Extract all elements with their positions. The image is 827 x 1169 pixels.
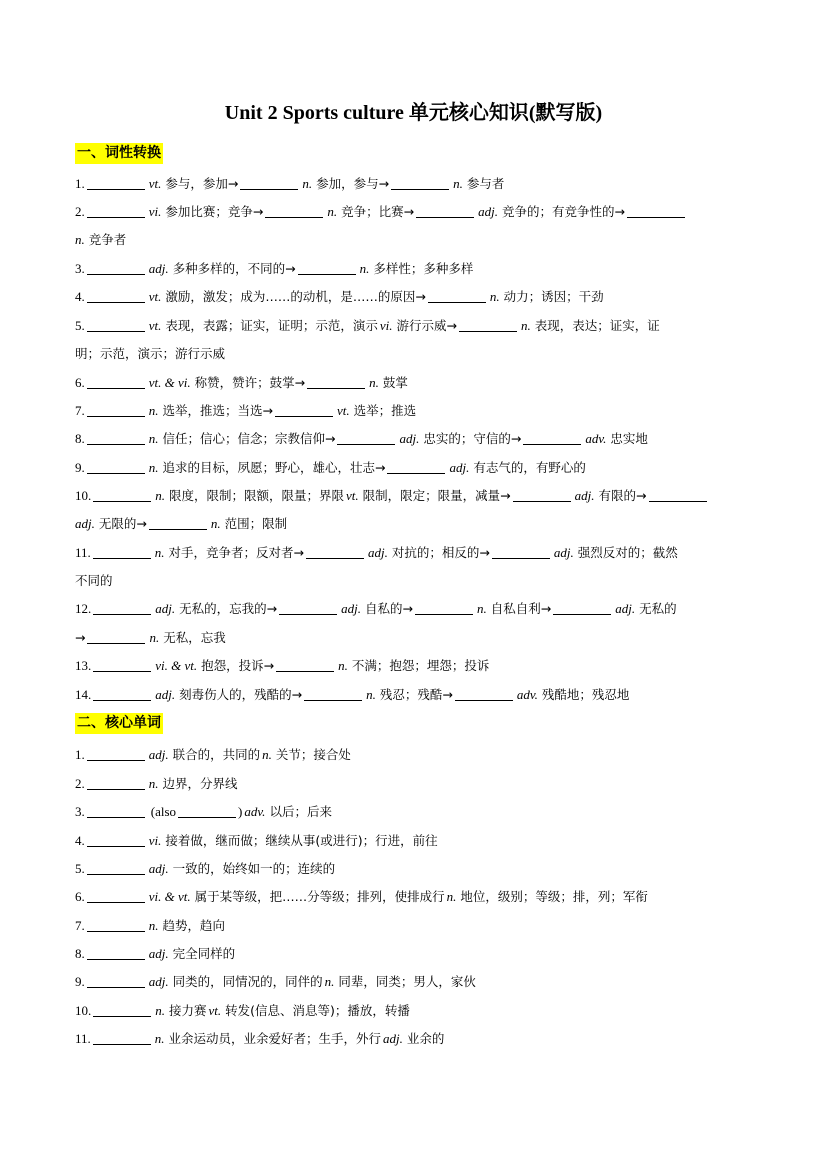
exercise-line: 11. n. 业余运动员，业余爱好者；生手，外行 adj. 业余的 [75, 1031, 445, 1046]
answer-blank[interactable] [87, 376, 145, 389]
exercise-line: 8. n. 信任；信心；信念；宗教信仰→ adj. 忠实的；守信的→ adv. 忠实地 [75, 431, 648, 446]
answer-blank[interactable] [87, 404, 145, 417]
answer-blank[interactable] [523, 432, 581, 445]
answer-blank[interactable] [428, 290, 486, 303]
exercise-line: 1. adj. 联合的，共同的 n. 关节；接合处 [75, 747, 351, 762]
answer-blank[interactable] [265, 205, 323, 218]
answer-blank[interactable] [178, 805, 236, 818]
item-number: 1. [75, 176, 85, 191]
answer-blank[interactable] [93, 546, 151, 559]
exercise-line-continued: adj. 无限的→ n. 范围；限制 [75, 516, 288, 531]
answer-blank[interactable] [298, 262, 356, 275]
answer-blank[interactable] [93, 489, 151, 502]
exercise-line: 6. vt. & vi. 称赞，赞许；鼓掌→ n. 鼓掌 [75, 375, 408, 390]
answer-blank[interactable] [649, 489, 707, 502]
exercise-line: 7. n. 趋势，趋向 [75, 918, 226, 933]
exercise-line: 4. vt. 激励，激发；成为……的动机，是……的原因→ n. 动力；诱因；干劲 [75, 289, 604, 304]
answer-blank[interactable] [513, 489, 571, 502]
answer-blank[interactable] [93, 1004, 151, 1017]
exercise-line: 2. n. 边界，分界线 [75, 776, 238, 791]
exercise-line: 10. n. 接力赛 vt. 转发(信息、消息等)；播放，转播 [75, 1003, 410, 1018]
exercise-line: 1. vt. 参与，参加→ n. 参加，参与→ n. 参与者 [75, 176, 505, 191]
exercise-line: 3. (also ) adv. 以后；后来 [75, 804, 332, 819]
answer-blank[interactable] [93, 1032, 151, 1045]
answer-blank[interactable] [459, 319, 517, 332]
exercise-line: 13. vi. & vt. 抱怨，投诉→ n. 不满；抱怨；埋怨；投诉 [75, 658, 490, 673]
answer-blank[interactable] [492, 546, 550, 559]
answer-blank[interactable] [553, 602, 611, 615]
answer-blank[interactable] [307, 376, 365, 389]
answer-blank[interactable] [149, 517, 207, 530]
answer-blank[interactable] [87, 205, 145, 218]
answer-blank[interactable] [306, 546, 364, 559]
exercise-line-continued: → n. 无私，忘我 [75, 630, 226, 645]
answer-blank[interactable] [416, 205, 474, 218]
exercise-line: 10. n. 限度，限制；限额，限量；界限 vt. 限制，限定；限量，减量→ adj. 有限的→ [75, 487, 755, 505]
answer-blank[interactable] [87, 319, 145, 332]
answer-blank[interactable] [87, 461, 145, 474]
section-heading-core-words: 二、核心单词 [75, 713, 163, 734]
answer-blank[interactable] [391, 177, 449, 190]
exercise-line: 12. adj. 无私的，忘我的→ adj. 自私的→ n. 自私自利→ adj. 无私的 [75, 601, 677, 616]
answer-blank[interactable] [87, 805, 145, 818]
answer-blank[interactable] [455, 688, 513, 701]
answer-blank[interactable] [337, 432, 395, 445]
answer-blank[interactable] [93, 602, 151, 615]
exercise-line-continued: 明；示范，演示；游行示威 [75, 346, 226, 361]
answer-blank[interactable] [415, 602, 473, 615]
answer-blank[interactable] [627, 205, 685, 218]
exercise-line: 7. n. 选举，推选；当选→ vt. 选举；推选 [75, 403, 417, 418]
exercise-line-continued: n. 竞争者 [75, 232, 127, 247]
answer-blank[interactable] [87, 947, 145, 960]
exercise-line: 9. n. 追求的目标，夙愿；野心，雄心，壮志→ adj. 有志气的，有野心的 [75, 460, 586, 475]
answer-blank[interactable] [87, 919, 145, 932]
exercise-line: 14. adj. 刻毒伤人的，残酷的→ n. 残忍；残酷→ adv. 残酷地；残忍地 [75, 687, 630, 702]
answer-blank[interactable] [87, 262, 145, 275]
answer-blank[interactable] [87, 834, 145, 847]
answer-blank[interactable] [87, 777, 145, 790]
answer-blank[interactable] [87, 631, 145, 644]
answer-blank[interactable] [240, 177, 298, 190]
exercise-line: 5. vt. 表现，表露；证实，证明；示范，演示 vi. 游行示威→ n. 表现，表达；证实，证 [75, 318, 660, 333]
answer-blank[interactable] [93, 659, 151, 672]
answer-blank[interactable] [276, 659, 334, 672]
exercise-line: 4. vi. 接着做，继而做；继续从事(或进行)；行进，前往 [75, 833, 438, 848]
exercise-line: 6. vi. & vt. 属于某等级，把……分等级；排列，使排成行 n. 地位，级别；等级；排，列；军衔 [75, 889, 648, 904]
answer-blank[interactable] [87, 975, 145, 988]
answer-blank[interactable] [87, 290, 145, 303]
exercise-line: 3. adj. 多种多样的，不同的→ n. 多样性；多种多样 [75, 261, 474, 276]
exercise-line: 9. adj. 同类的，同情况的，同伴的 n. 同辈，同类；男人，家伙 [75, 974, 476, 989]
answer-blank[interactable] [304, 688, 362, 701]
exercise-line: 5. adj. 一致的，始终如一的；连续的 [75, 861, 336, 876]
answer-blank[interactable] [87, 890, 145, 903]
answer-blank[interactable] [87, 177, 145, 190]
exercise-line: 11. n. 对手，竞争者；反对者→ adj. 对抗的；相反的→ adj. 强烈反对的；截然 [75, 545, 678, 560]
exercise-line: 2. vi. 参加比赛；竞争→ n. 竞争；比赛→ adj. 竞争的；有竞争性的→ [75, 203, 755, 221]
exercise-line-continued: 不同的 [75, 573, 113, 588]
page-title: Unit 2 Sports culture 单元核心知识(默写版) [224, 102, 603, 124]
answer-blank[interactable] [93, 688, 151, 701]
exercise-line: 8. adj. 完全同样的 [75, 946, 236, 961]
answer-blank[interactable] [275, 404, 333, 417]
answer-blank[interactable] [87, 748, 145, 761]
section-heading-word-forms: 一、词性转换 [75, 143, 163, 164]
answer-blank[interactable] [87, 862, 145, 875]
answer-blank[interactable] [387, 461, 445, 474]
answer-blank[interactable] [279, 602, 337, 615]
answer-blank[interactable] [87, 432, 145, 445]
